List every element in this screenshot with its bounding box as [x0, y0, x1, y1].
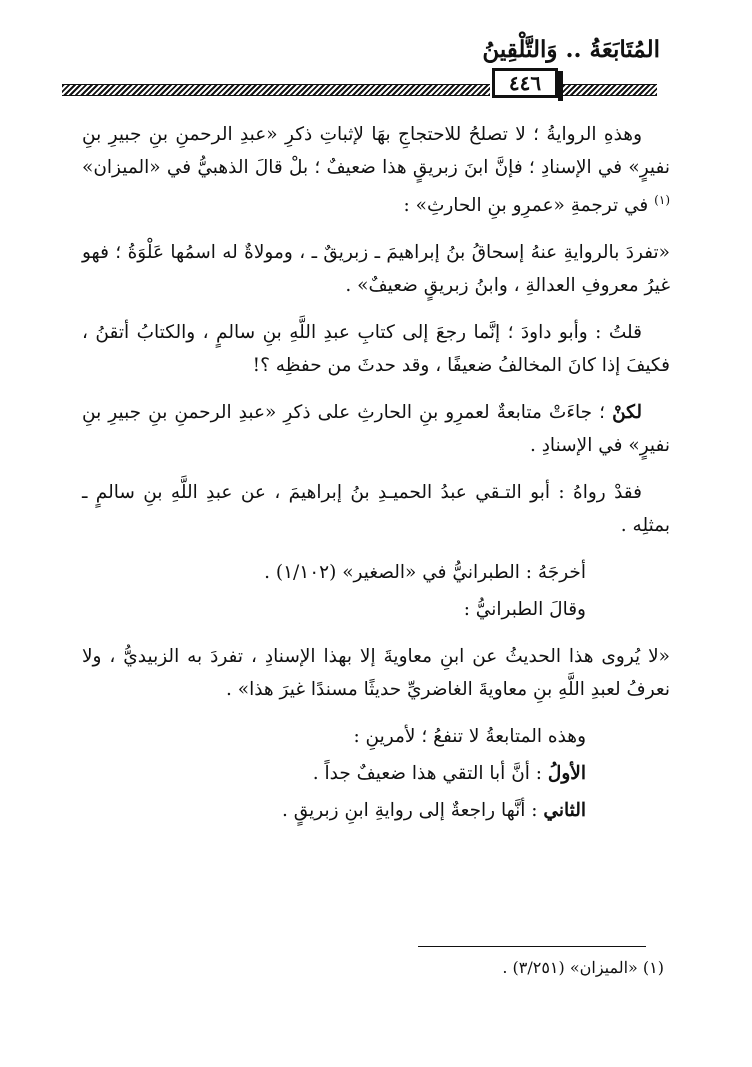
paragraph-6: أخرجَهُ : الطبرانيُّ في «الصغير» (١/١٠٢) .: [264, 562, 586, 584]
paragraph-11-lead: الثاني: [543, 800, 586, 822]
page-header: [0, 0, 752, 110]
paragraph-5: فقدْ رواهُ : أبو التـقي عبدُ الحميـدِ بنُ إبراهيمَ ، عن عبدِ اللَّهِ بنِ سالمٍ ـ بمثلِه .: [82, 482, 670, 537]
paragraph-3: قلتُ : وأبو داودَ ؛ إنَّما رجعَ إلى كتابِ عبدِ اللَّهِ بنِ سالمٍ ، والكتابُ أتقنُ ، فكيفَ إذا كانَ المخالفُ ضعيفًا ، وقد حدثَ من حفظِه ؟!: [82, 322, 670, 377]
paragraph-1: [82, 118, 670, 222]
paragraph-9: وهذه المتابعةُ لا تنفعُ ؛ لأمرينِ :: [353, 726, 586, 748]
header-rule-left: [62, 84, 490, 96]
paragraph-10-lead: الأولُ: [547, 763, 586, 785]
page-body: [82, 118, 670, 831]
paragraph-1-end: في ترجمةِ «عمرِو بنِ الحارثِ» :: [403, 195, 649, 217]
paragraph-10-text: : أنَّ أبا التقي هذا ضعيفٌ جداً .: [312, 763, 548, 785]
paragraph-4-text: ؛ جاءَتْ متابعةٌ لعمرِو بنِ الحارثِ على ذكرِ «عبدِ الرحمنِ بنِ جبيرِ بنِ نفيرٍ» في الإسنادِ .: [82, 402, 670, 457]
running-title: المُتَابَعَةُ .. وَالتَّلْقِينُ: [482, 36, 660, 63]
paragraph-2-quote: «تفردَ بالروايةِ عنهُ إسحاقُ بنُ إبراهيمَ ـ زبريقٌ ـ ، ومولاةٌ له اسمُها عَلْوَةُ ؛ فهو غيرُ معروفِ العدالةِ ، وابنُ زبريقٍ ضعيفٌ» .: [82, 242, 670, 297]
paragraph-11-text: : أنَّها راجعةٌ إلى روايةِ ابنِ زبريقٍ .: [281, 800, 544, 822]
page-number: ٤٤٦: [492, 68, 558, 98]
paragraph-4-lead: لكنْ: [612, 402, 642, 424]
footnote-divider: [418, 946, 646, 947]
paragraph-4: [82, 396, 670, 462]
paragraph-11: [82, 794, 670, 827]
footnote-marker[interactable]: (١): [654, 193, 670, 207]
paragraph-7: وقالَ الطبرانيُّ :: [463, 599, 586, 621]
footnote: (١) «الميزان» (٣/٢٥١) .: [502, 958, 664, 977]
paragraph-8-quote: «لا يُروى هذا الحديثُ عن ابنِ معاويةَ إلا بهذا الإسنادِ ، تفردَ به الزبيديُّ ، ولا نعرفُ لعبدِ اللَّهِ بنِ معاويةَ الغاضريِّ حديثًا مسندًا غيرَ هذا» .: [82, 646, 670, 701]
header-rule-right: [563, 84, 657, 96]
paragraph-1-text: وهذهِ الروايةُ ؛ لا تصلحُ للاحتجاجِ بهَا لإثباتِ ذكرِ «عبدِ الرحمنِ بنِ جبيرِ بنِ نفيرٍ» في الإسنادِ ؛ فإنَّ ابنَ زبريقٍ هذا ضعيفٌ ؛ بلْ قالَ الذهبيُّ في «الميزان»: [82, 124, 670, 178]
paragraph-10: [82, 757, 670, 790]
